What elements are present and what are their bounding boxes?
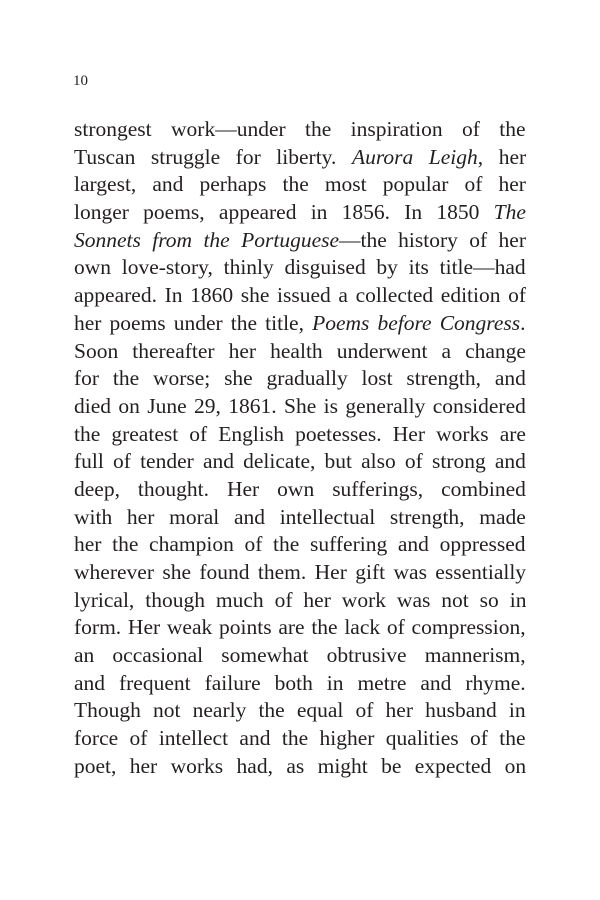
text-segment: died on June 29, 1861. She is generally considered [74,393,526,418]
italic-text: Poems before Congress [312,310,521,335]
text-segment: . [520,310,526,335]
text-line [74,393,526,421]
text-segment: wherever she found them. Her gift was essentially [74,560,526,584]
text-segment: lyrical, though much of her work was not so in [74,587,526,612]
text-line [74,421,526,449]
text-segment: form. Her weak points are the lack of compression, [74,615,526,640]
body-text [74,116,526,781]
text-segment: —the history of her [339,227,526,252]
text-line [74,697,526,725]
text-line [74,171,526,199]
text-line [74,199,526,227]
text-segment: , her [477,144,526,169]
text-line [74,587,526,615]
text-segment: own love-story, thinly disguised by its title—had [74,255,526,280]
text-line [74,614,526,642]
text-segment: strongest work—under the inspiration of the [74,117,526,141]
text-line [74,476,526,504]
text-line [74,282,526,310]
text-segment: for the worse; she gradually lost strength, and [74,366,526,391]
text-line [74,504,526,532]
text-segment: her poems under the title, [74,310,313,335]
text-segment: Soon thereafter her health underwent a change [74,338,526,363]
text-segment: the greatest of English poetesses. Her works are [74,421,526,446]
text-segment: Tuscan struggle for liberty. [74,144,352,169]
text-segment: deep, thought. Her own sufferings, combined [74,476,526,501]
text-line [74,559,526,587]
text-segment: force of intellect and the higher qualities of the [74,726,526,751]
text-line [74,227,526,255]
text-segment: with her moral and intellectual strength, made [74,504,526,529]
text-line [74,365,526,393]
text-segment: full of tender and delicate, but also of strong and [74,449,526,474]
text-line [74,310,526,338]
text-line [74,116,526,144]
text-segment: appeared. In 1860 she issued a collected edition of [74,283,526,308]
text-segment: longer poems, appeared in 1856. In 1850 [74,200,494,225]
text-segment: an occasional somewhat obtrusive mannerism, [74,643,526,668]
text-segment: largest, and perhaps the most popular of her [74,172,526,197]
text-line [74,448,526,476]
italic-text: The [493,200,526,225]
text-line [74,254,526,282]
italic-text: Sonnets from the Portuguese [74,227,340,252]
text-segment: Though not nearly the equal of her husband in [74,698,526,723]
text-line [74,531,526,559]
page-number: 10 [73,73,88,89]
italic-text: Aurora Leigh [351,144,478,169]
text-segment: her the champion of the suffering and oppressed [74,532,526,557]
text-line [74,144,526,172]
text-line [74,725,526,753]
text-segment: poet, her works had, as might be expected on [74,753,526,778]
text-line [74,670,526,698]
text-segment: and frequent failure both in metre and rhyme. [74,670,526,695]
text-line [74,338,526,366]
text-line [74,753,526,781]
text-line [74,642,526,670]
